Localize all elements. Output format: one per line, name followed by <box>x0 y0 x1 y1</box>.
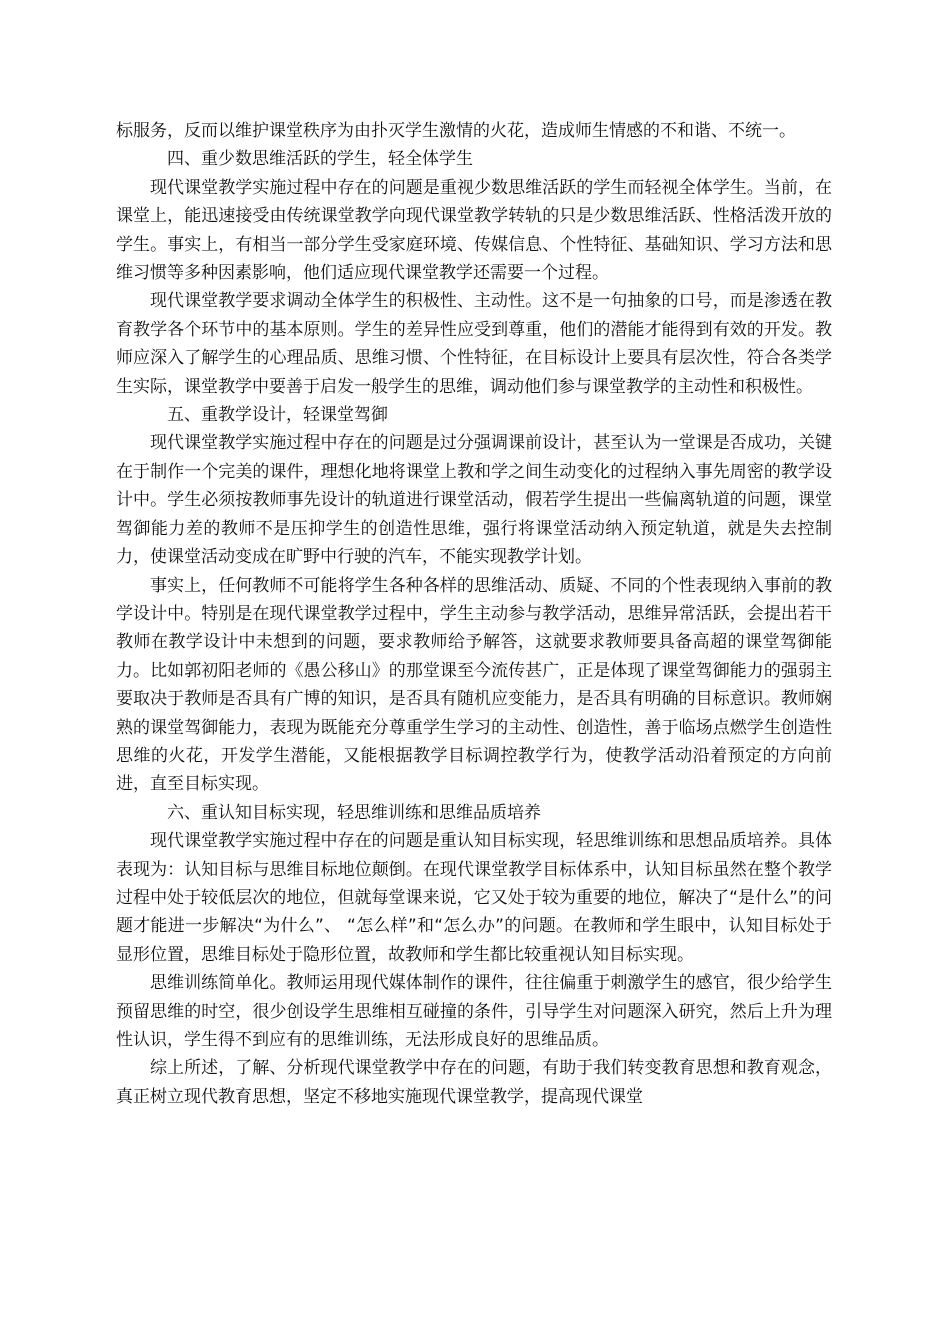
section-heading-5: 五、重教学设计，轻课堂驾御 <box>167 405 388 426</box>
section-heading-6: 六、重认知目标实现，轻思维训练和思维品质培养 <box>167 802 541 823</box>
document-page <box>116 117 832 1111</box>
section-heading-4: 四、重少数思维活跃的学生，轻全体学生 <box>167 149 473 170</box>
body-paragraph: 综上所述，了解、分析现代课堂教学中存在的问题，有助于我们转变教育思想和教育观念，真正树立现代教育思想，坚定不移地实施现代课堂教学，提高现代课堂 <box>116 1058 832 1107</box>
body-paragraph: 现代课堂教学实施过程中存在的问题是重认知目标实现，轻思维训练和思想品质培养。具体表现为：认知目标与思维目标地位颠倒。在现代课堂教学目标体系中，认知目标虽然在整个教学过程中处于较低层次的地位，但就每堂课来说，它又处于较为重要的地位，解决了“是什么”的问题才能进一步解决“为什么”、 “怎么样”和“怎么办”的问题。在教师和学生眼中，认知目标处于显形位置，思维目标处于隐形位置，故教师和学生都比较重视认知目标实现。 <box>116 831 832 965</box>
body-paragraph: 事实上，任何教师不可能将学生各种各样的思维活动、质疑、不同的个性表现纳入事前的教学设计中。特别是在现代课堂教学过程中，学生主动参与教学活动，思维异常活跃，会提出若干教师在教学设计中未想到的问题，要求教师给予解答，这就要求教师要具备高超的课堂驾御能力。比如郭初阳老师的《愚公移山》的那堂课至今流传甚广，正是体现了课堂驾御能力的强弱主要取决于教师是否具有广博的知识，是否具有随机应变能力，是否具有明确的目标意识。教师娴熟的课堂驾御能力，表现为既能充分尊重学生学习的主动性、创造性，善于临场点燃学生创造性思维的火花，开发学生潜能，又能根据教学目标调控教学行为，使教学活动沿着预定的方向前进，直至目标实现。 <box>116 575 832 795</box>
body-paragraph: 现代课堂教学实施过程中存在的问题是重视少数思维活跃的学生而轻视全体学生。当前，在课堂上，能迅速接受由传统课堂教学向现代课堂教学转轨的只是少数思维活跃、性格活泼开放的学生。事实上，有相当一部分学生受家庭环境、传媒信息、个性特征、基础知识、学习方法和思维习惯等多种因素影响，他们适应现代课堂教学还需要一个过程。 <box>116 177 832 284</box>
body-paragraph: 现代课堂教学实施过程中存在的问题是过分强调课前设计，甚至认为一堂课是否成功，关键在于制作一个完美的课件，理想化地将课堂上教和学之间生动变化的过程纳入事先周密的教学设计中。学生必须按教师事先设计的轨道进行课堂活动，假若学生提出一些偏离轨道的问题，课堂驾御能力差的教师不是压抑学生的创造性思维，强行将课堂活动纳入预定轨道，就是失去控制力，使课堂活动变成在旷野中行驶的汽车，不能实现教学计划。 <box>116 433 832 568</box>
paragraph-continuation: 标服务，反而以维护课堂秩序为由扑灭学生激情的火花，造成师生情感的不和谐、不统一。 <box>116 121 796 141</box>
body-paragraph: 思维训练简单化。教师运用现代媒体制作的课件，往往偏重于刺激学生的感官，很少给学生预留思维的时空，很少创设学生思维相互碰撞的条件，引导学生对问题深入研究，然后上升为理性认识，学生得不到应有的思维训练，无法形成良好的思维品质。 <box>116 973 832 1050</box>
body-paragraph: 现代课堂教学要求调动全体学生的积极性、主动性。这不是一句抽象的口号，而是渗透在教育教学各个环节中的基本原则。学生的差异性应受到尊重，他们的潜能才能得到有效的开发。教师应深入了解学生的心理品质、思维习惯、个性特征，在目标设计上要具有层次性，符合各类学生实际，课堂教学中要善于启发一般学生的思维，调动他们参与课堂教学的主动性和积极性。 <box>116 291 832 397</box>
